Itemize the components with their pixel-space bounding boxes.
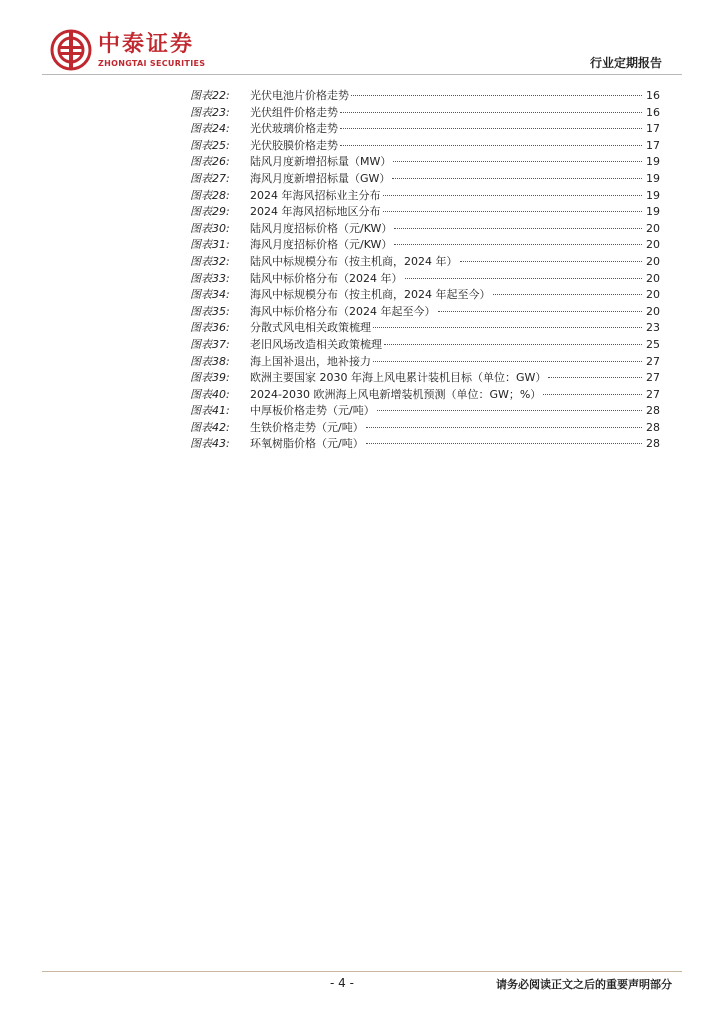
toc-entry-page: 17 — [646, 122, 660, 136]
toc-dot-leader — [548, 377, 642, 378]
toc-entry-label: 图表32: — [190, 254, 230, 268]
toc-dot-leader — [373, 327, 642, 328]
toc-entry-page: 20 — [646, 254, 660, 268]
toc-entry[interactable] — [190, 204, 660, 221]
toc-entry-page: 19 — [646, 205, 660, 219]
toc-entry-page: 28 — [646, 404, 660, 418]
toc-entry[interactable] — [190, 387, 660, 404]
toc-entry-title: 2024 年海风招标业主分布 — [250, 188, 381, 202]
toc-entry-title: 陆风月度招标价格（元/KW） — [250, 221, 393, 235]
toc-entry-title: 海风中标价格分布（2024 年起至今） — [250, 304, 436, 318]
toc-entry[interactable] — [190, 320, 660, 337]
toc-entry-title: 陆风中标规模分布（按主机商，2024 年） — [250, 254, 458, 268]
toc-entry-page: 20 — [646, 221, 660, 235]
toc-entry-title: 海风月度新增招标量（GW） — [250, 171, 391, 185]
toc-dot-leader — [394, 228, 642, 229]
toc-dot-leader — [460, 261, 643, 262]
toc-entry[interactable] — [190, 337, 660, 354]
toc-entry-label: 图表43: — [190, 437, 230, 451]
toc-entry-page: 16 — [646, 105, 660, 119]
toc-entry[interactable] — [190, 271, 660, 288]
toc-entry-title: 生铁价格走势（元/吨） — [250, 420, 364, 434]
toc-dot-leader — [366, 443, 642, 444]
toc-dot-leader — [377, 410, 642, 411]
footer-disclaimer: 请务必阅读正文之后的重要声明部分 — [496, 978, 672, 991]
toc-entry-label: 图表36: — [190, 321, 230, 335]
toc-entry-page: 19 — [646, 155, 660, 169]
toc-entry-page: 28 — [646, 437, 660, 451]
company-logo — [50, 28, 205, 72]
toc-entry-title: 老旧风场改造相关政策梳理 — [250, 337, 382, 351]
toc-dot-leader — [340, 112, 642, 113]
toc-entry-title: 海风月度招标价格（元/KW） — [250, 238, 393, 252]
toc-dot-leader — [340, 145, 642, 146]
toc-entry-page: 20 — [646, 304, 660, 318]
toc-entry-title: 光伏胶膜价格走势 — [250, 138, 338, 152]
toc-entry-label: 图表31: — [190, 238, 230, 252]
toc-entry[interactable] — [190, 287, 660, 304]
toc-entry-page: 19 — [646, 188, 660, 202]
toc-entry-label: 图表30: — [190, 221, 230, 235]
toc-entry[interactable] — [190, 304, 660, 321]
toc-entry[interactable] — [190, 403, 660, 420]
toc-entry[interactable] — [190, 138, 660, 155]
toc-dot-leader — [383, 211, 643, 212]
toc-dot-leader — [438, 311, 643, 312]
toc-entry-title: 海风中标规模分布（按主机商，2024 年起至今） — [250, 288, 491, 302]
header-divider — [42, 74, 682, 75]
toc-entry[interactable] — [190, 436, 660, 453]
logo-chinese-name: 中泰证券 — [98, 31, 195, 57]
toc-entry-title: 光伏组件价格走势 — [250, 105, 338, 119]
toc-entry-page: 25 — [646, 337, 660, 351]
toc-entry-label: 图表42: — [190, 420, 230, 434]
toc-entry-page: 28 — [646, 420, 660, 434]
toc-entry-page: 27 — [646, 354, 660, 368]
toc-entry-label: 图表37: — [190, 337, 230, 351]
toc-entry-label: 图表41: — [190, 404, 230, 418]
toc-entry-title: 2024 年海风招标地区分布 — [250, 205, 381, 219]
toc-entry[interactable] — [190, 354, 660, 371]
toc-entry-label: 图表33: — [190, 271, 230, 285]
toc-entry-title: 陆风月度新增招标量（MW） — [250, 155, 392, 169]
toc-entry-label: 图表23: — [190, 105, 230, 119]
toc-entry[interactable] — [190, 121, 660, 138]
logo-english-name: ZHONGTAI SECURITIES — [98, 58, 206, 68]
toc-entry-page: 23 — [646, 321, 660, 335]
footer-divider — [42, 971, 682, 972]
toc-entry-title: 海上国补退出，地补接力 — [250, 354, 371, 368]
toc-entry[interactable] — [190, 171, 660, 188]
toc-entry-label: 图表25: — [190, 138, 230, 152]
toc-entry[interactable] — [190, 88, 660, 105]
toc-dot-leader — [351, 95, 642, 96]
toc-entry-title: 2024-2030 欧洲海上风电新增装机预测（单位：GW；%） — [250, 387, 542, 401]
toc-dot-leader — [394, 244, 642, 245]
zhongtai-logo-icon — [50, 29, 92, 71]
toc-dot-leader — [373, 361, 642, 362]
toc-entry-page: 17 — [646, 138, 660, 152]
toc-entry-label: 图表24: — [190, 122, 230, 136]
toc-entry[interactable] — [190, 154, 660, 171]
toc-entry-page: 27 — [646, 371, 660, 385]
toc-entry-page: 20 — [646, 271, 660, 285]
toc-dot-leader — [405, 278, 643, 279]
toc-entry-title: 光伏玻璃价格走势 — [250, 122, 338, 136]
toc-entry-label: 图表40: — [190, 387, 230, 401]
toc-dot-leader — [366, 427, 642, 428]
toc-dot-leader — [393, 161, 642, 162]
document-type: 行业定期报告 — [589, 56, 662, 70]
toc-entry[interactable] — [190, 105, 660, 122]
toc-entry-title: 欧洲主要国家 2030 年海上风电累计装机目标（单位：GW） — [250, 371, 547, 385]
toc-entry-title: 陆风中标价格分布（2024 年） — [250, 271, 403, 285]
page-number: - 4 - — [330, 976, 354, 990]
toc-entry-label: 图表28: — [190, 188, 230, 202]
toc-dot-leader — [340, 128, 642, 129]
toc-entry-page: 20 — [646, 238, 660, 252]
toc-entry-page: 16 — [646, 89, 660, 102]
toc-dot-leader — [383, 195, 643, 196]
toc-dot-leader — [493, 294, 643, 295]
toc-entry-title: 光伏电池片价格走势 — [250, 89, 349, 102]
toc-entry-label: 图表22: — [190, 89, 230, 102]
toc-entry-label: 图表35: — [190, 304, 230, 318]
toc-entry-label: 图表26: — [190, 155, 230, 169]
toc-entry-label: 图表29: — [190, 205, 230, 219]
toc-entry-label: 图表39: — [190, 371, 230, 385]
toc-entry-title: 分散式风电相关政策梳理 — [250, 321, 371, 335]
toc-entry[interactable] — [190, 237, 660, 254]
toc-entry[interactable] — [190, 254, 660, 271]
toc-entry-title: 中厚板价格走势（元/吨） — [250, 404, 375, 418]
toc-entry[interactable] — [190, 221, 660, 238]
figure-list — [190, 88, 660, 453]
toc-entry-page: 19 — [646, 171, 660, 185]
toc-entry-page: 27 — [646, 387, 660, 401]
toc-dot-leader — [392, 178, 642, 179]
toc-dot-leader — [543, 394, 642, 395]
toc-entry[interactable] — [190, 420, 660, 437]
toc-entry-label: 图表38: — [190, 354, 230, 368]
toc-entry-page: 20 — [646, 288, 660, 302]
toc-entry[interactable] — [190, 188, 660, 205]
toc-entry-label: 图表34: — [190, 288, 230, 302]
toc-entry-label: 图表27: — [190, 171, 230, 185]
toc-entry[interactable] — [190, 370, 660, 387]
toc-entry-title: 环氧树脂价格（元/吨） — [250, 437, 364, 451]
toc-dot-leader — [384, 344, 642, 345]
